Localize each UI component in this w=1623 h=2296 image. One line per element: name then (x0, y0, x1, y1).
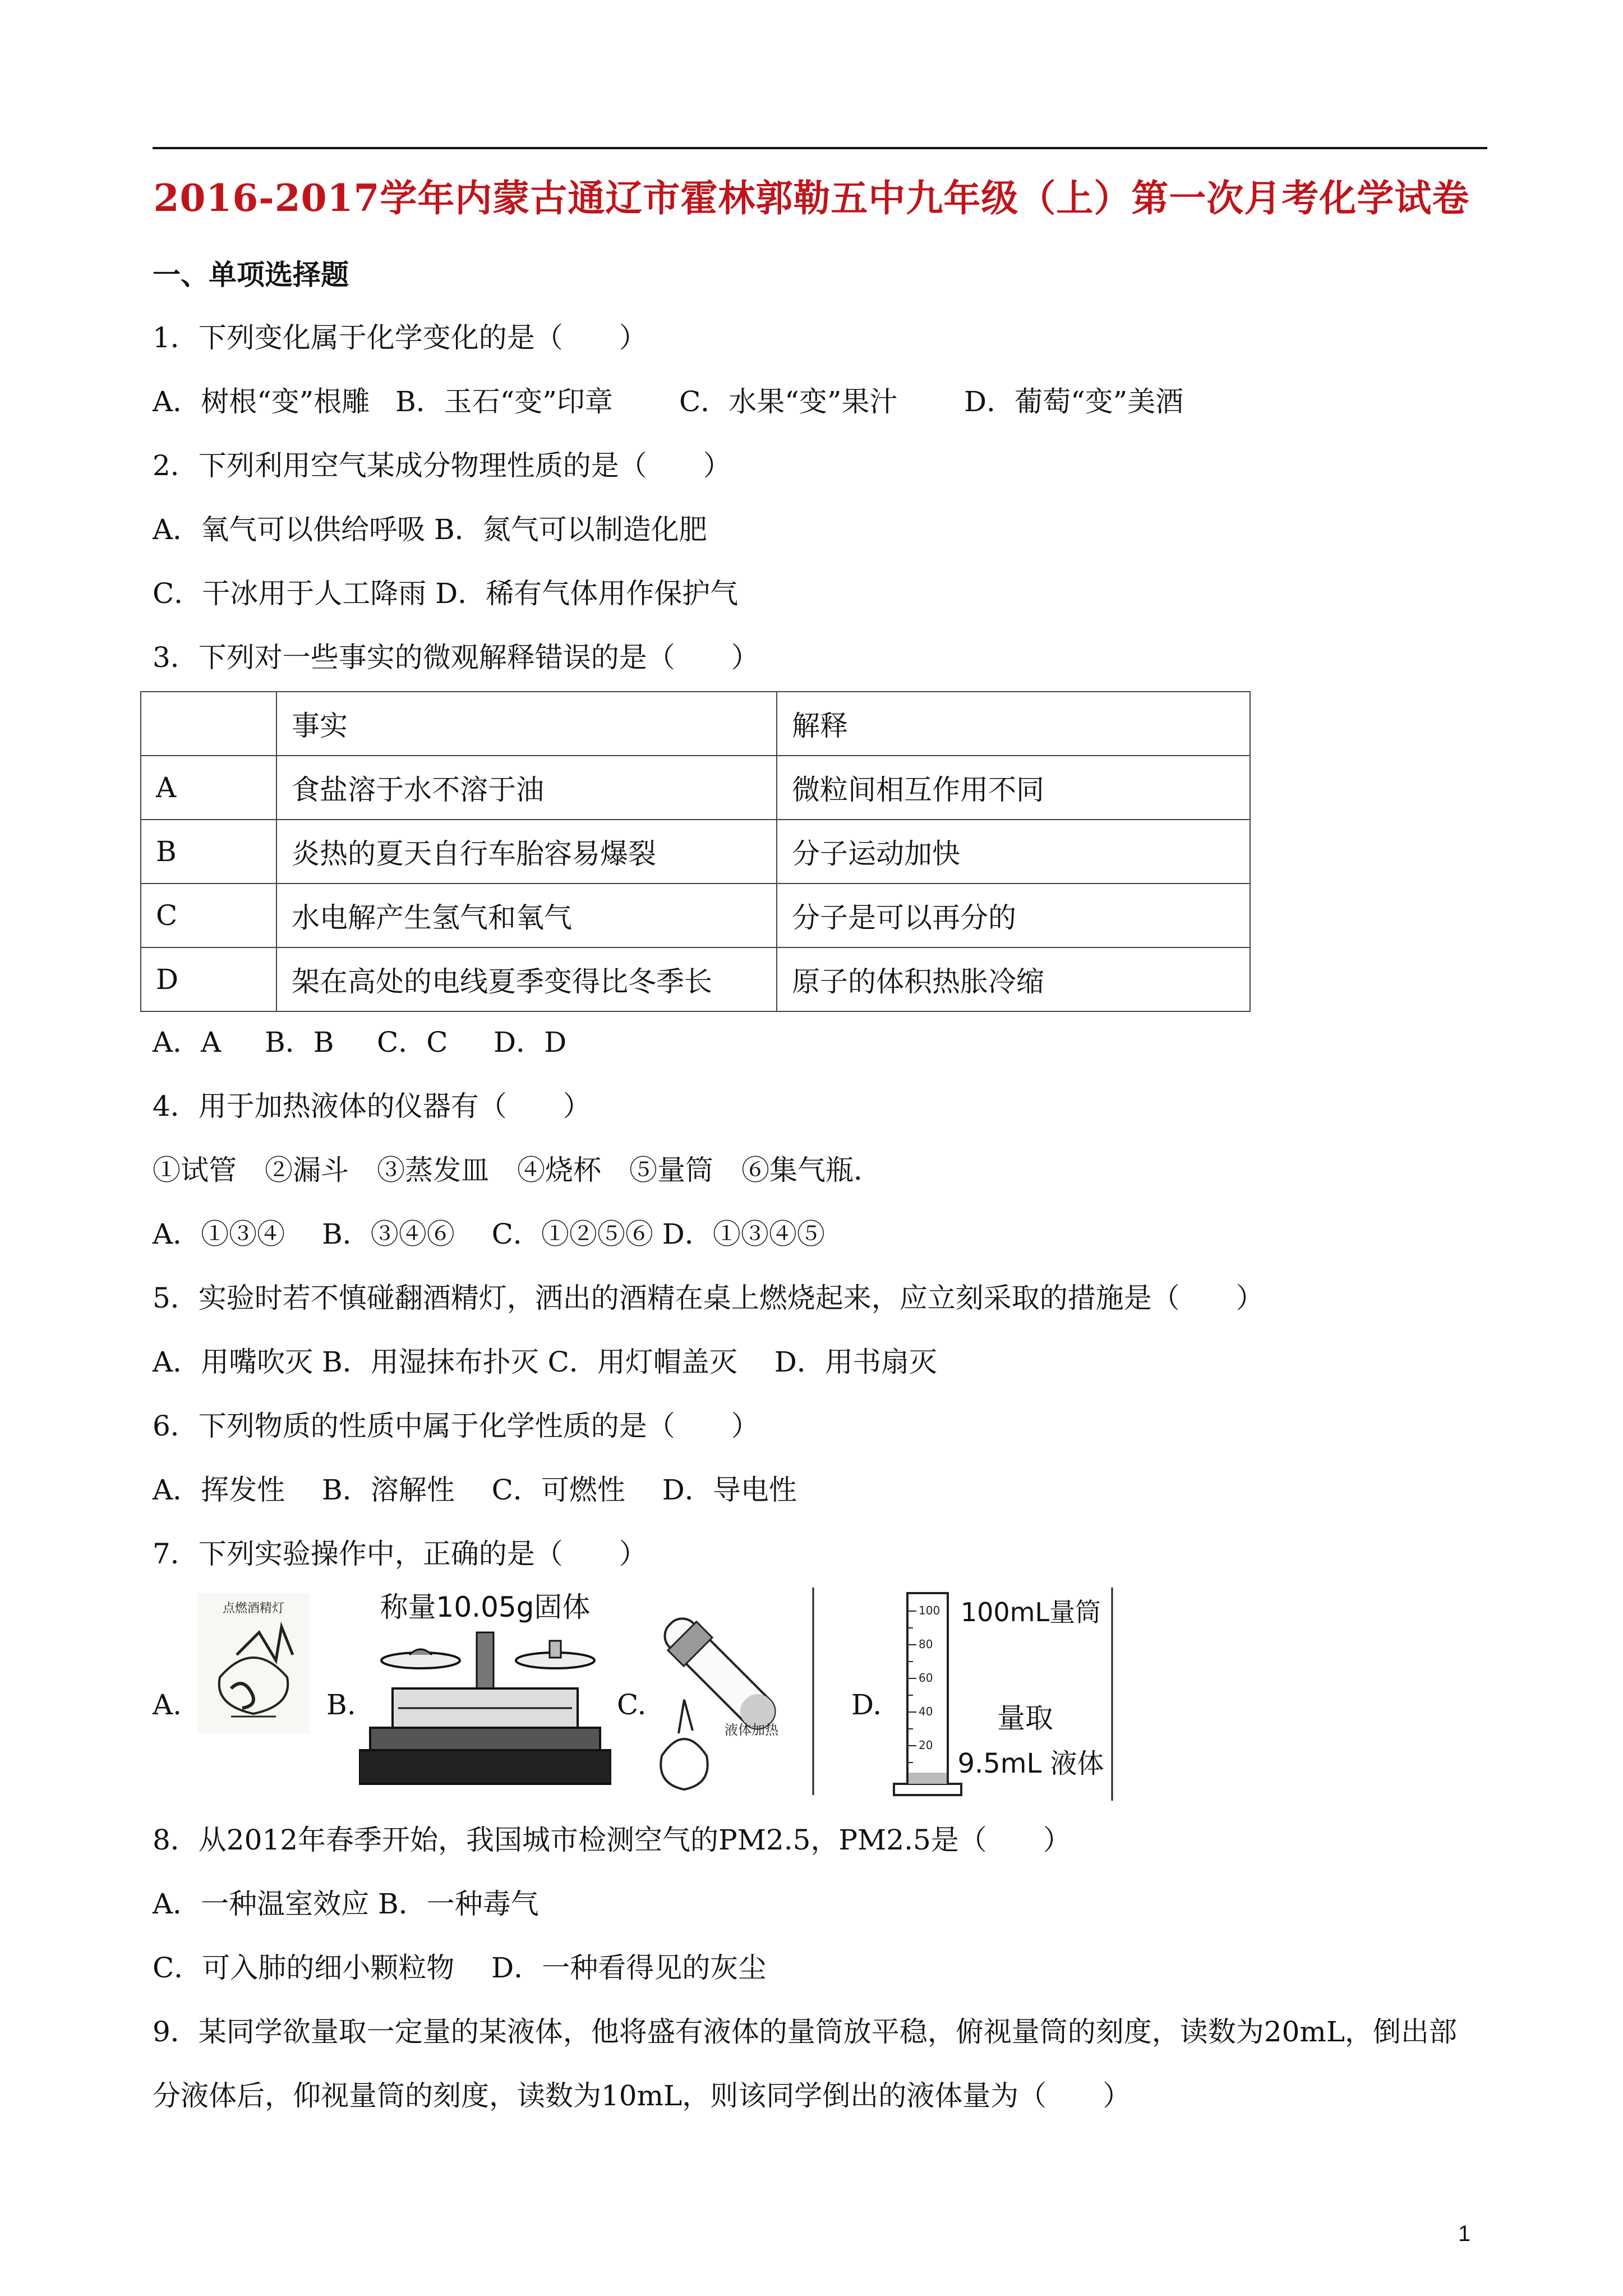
q2-options-line2: C．干冰用于人工降雨 D．稀有气体用作保护气 (153, 577, 739, 610)
table-header-row (141, 692, 1250, 756)
q8-options-line1: A．一种温室效应 B．一种毒气 (153, 1888, 539, 1920)
header-rule (153, 147, 1487, 149)
fig-c-caption: 液体加热 (725, 1722, 778, 1738)
section-heading: 一、单项选择题 (153, 258, 349, 291)
q3-option-a: A．A (153, 1026, 222, 1059)
table-cell: 架在高处的电线夏季变得比冬季长 (276, 947, 777, 1011)
table-cell: 分子运动加快 (777, 820, 1250, 884)
table-cell: 炎热的夏天自行车胎容易爆裂 (276, 820, 777, 884)
table-cell: 微粒间相互作用不同 (777, 756, 1250, 820)
alcohol-lamp-icon (197, 1593, 310, 1733)
q1-stem: 1．下列变化属于化学变化的是（ ） (153, 321, 647, 354)
q3-stem: 3．下列对一些事实的微观解释错误的是（ ） (153, 641, 759, 674)
q9-stem-line2: 分液体后，仰视量筒的刻度，读数为10mL，则该同学倒出的液体量为（ ） (153, 2079, 1131, 2112)
q3-table (140, 691, 1251, 1012)
table-cell: 食盐溶于水不溶于油 (276, 756, 777, 820)
table-cell: D (141, 947, 276, 1011)
q7-label-b: B. (326, 1688, 356, 1721)
q6-options: A．挥发性 B．溶解性 C．可燃性 D．导电性 (153, 1474, 797, 1506)
fig-d-graduated-cylinder (891, 1588, 1115, 1801)
q2-options-line1: A．氧气可以供给呼吸 B．氮气可以制造化肥 (153, 513, 707, 546)
fig-d-caption-3: 9.5mL 液体 (957, 1748, 1104, 1779)
q8-stem: 8．从2012年春季开始，我国城市检测空气的PM2.5，PM2.5是（ ） (153, 1824, 1071, 1856)
fig-d-tick: 20 (919, 1738, 933, 1752)
q7-label-c: C. (617, 1688, 647, 1721)
fig-d-caption-2: 量取 (997, 1702, 1053, 1734)
fig-d-tick: 40 (919, 1705, 933, 1718)
q1-option-d: D．葡萄“变”美酒 (964, 385, 1184, 418)
page-number: 1 (1458, 2221, 1471, 2246)
table-row (141, 756, 1250, 820)
q1-options (153, 385, 1183, 418)
fig-d-caption-1: 100mL量筒 (960, 1597, 1101, 1627)
q1-option-c: C．水果“变”果汁 (679, 385, 898, 418)
table-header-cell: 事实 (276, 692, 777, 756)
q5-stem: 5．实验时若不慎碰翻酒精灯，洒出的酒精在桌上燃烧起来，应立刻采取的措施是（ ） (153, 1282, 1264, 1314)
q8-options-line2: C．可入肺的细小颗粒物 D．一种看得见的灰尘 (153, 1952, 767, 1984)
fig-b-balance (359, 1588, 611, 1795)
q4-options: A．①③④ B．③④⑥ C．①②⑤⑥ D．①③④⑤ (153, 1218, 825, 1250)
table-cell: 分子是可以再分的 (777, 884, 1250, 947)
table-cell: 水电解产生氢气和氧气 (276, 884, 777, 947)
page-title: 2016-2017学年内蒙古通辽市霍林郭勒五中九年级（上）第一次月考化学试卷 (153, 176, 1470, 220)
q7-label-d: D. (851, 1688, 882, 1721)
q7-stem: 7．下列实验操作中，正确的是（ ） (153, 1538, 647, 1570)
fig-c-liquid-heating (639, 1588, 819, 1795)
table-row (141, 820, 1250, 884)
q3-option-d: D．D (494, 1026, 567, 1059)
test-tube-heating-icon (639, 1588, 819, 1795)
fig-d-tick: 60 (919, 1671, 933, 1685)
q3-option-b: B．B (265, 1026, 334, 1059)
q3-option-c: C．C (377, 1026, 448, 1059)
fig-a-alcohol-lamp (197, 1593, 310, 1733)
q4-items: ①试管 ②漏斗 ③蒸发皿 ④烧杯 ⑤量筒 ⑥集气瓶． (153, 1154, 882, 1186)
graduated-cylinder-icon (891, 1588, 1115, 1801)
table-cell: A (141, 756, 276, 820)
table-cell: B (141, 820, 276, 884)
fig-d-tick: 80 (919, 1637, 933, 1651)
table-header-cell (141, 692, 276, 756)
fig-a-caption: 点燃酒精灯 (222, 1602, 285, 1616)
table-cell: 原子的体积热胀冷缩 (777, 947, 1250, 1011)
q1-option-b: B．玉石“变”印章 (395, 385, 613, 418)
q7-label-a: A. (153, 1688, 182, 1721)
q1-option-a: A．树根“变”根雕 (153, 385, 370, 418)
table-row (141, 947, 1250, 1011)
q2-stem: 2．下列利用空气某成分物理性质的是（ ） (153, 449, 731, 482)
q3-options (153, 1025, 566, 1059)
table-row (141, 884, 1250, 947)
q5-options: A．用嘴吹灭 B．用湿抹布扑灭 C．用灯帽盖灭 D．用书扇灭 (153, 1346, 937, 1378)
balance-icon (359, 1588, 611, 1795)
fig-b-caption: 称量10.05g固体 (380, 1591, 591, 1623)
q9-stem-line1: 9．某同学欲量取一定量的某液体，他将盛有液体的量筒放平稳，俯视量筒的刻度，读数为20mL，倒出部 (153, 2016, 1458, 2048)
fig-d-tick: 100 (919, 1604, 940, 1617)
table-header-cell: 解释 (777, 692, 1250, 756)
q6-stem: 6．下列物质的性质中属于化学性质的是（ ） (153, 1410, 759, 1442)
q4-stem: 4．用于加热液体的仪器有（ ） (153, 1090, 591, 1122)
table-cell: C (141, 884, 276, 947)
